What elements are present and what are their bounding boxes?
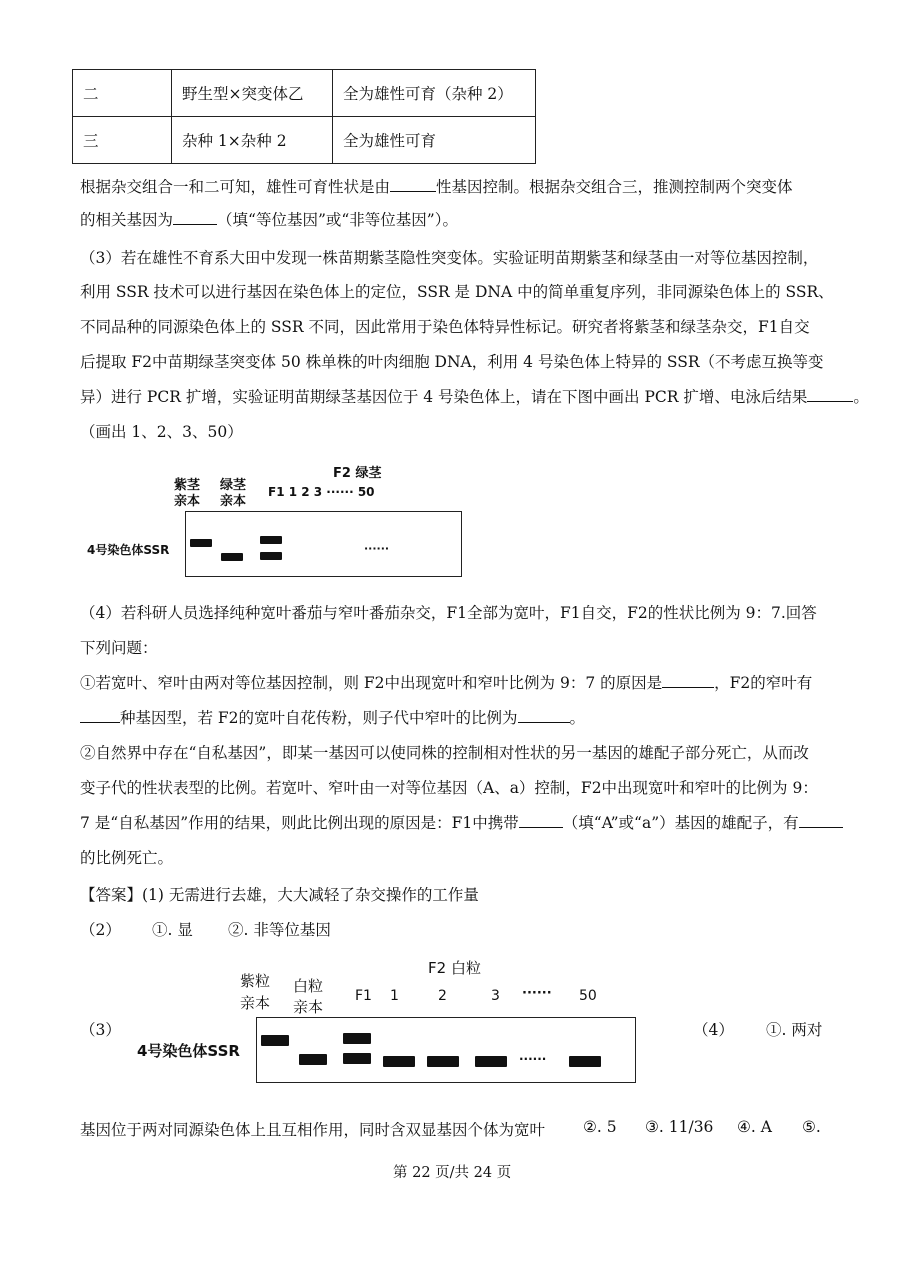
gel-band [427,1056,459,1067]
q4-line3 [80,671,812,693]
gel2-lane-parent1: 紫粒 [240,972,271,990]
q3-line4: 后提取 F2中苗期绿茎突变体 50 株单株的叶肉细胞 DNA，利用 4 号染色体上特异的 SSR（不考虑互换等变 [80,353,824,371]
answer-blank [80,708,120,723]
answer-line3-q4: （4） [693,1021,734,1039]
answer-blank [173,210,217,225]
gel2-lane-parent1b: 亲本 [240,994,271,1012]
gel-band [383,1056,415,1067]
q3-line5 [80,385,869,407]
gel2-lane-1: 1 [390,988,399,1004]
answer-blank [518,708,570,723]
answer-blank [807,387,853,402]
page-footer: 第 22 页/共 24 页 [393,1165,512,1181]
text: （填“A”或“a”）基因的雄配子，有 [562,814,799,832]
gel2-lane-f1: F1 [355,988,372,1004]
table-cell-result: 全为雄性可育（杂种 2） [333,70,536,117]
text: 。 [853,388,869,406]
gel2-frame [256,1017,636,1083]
q3-line6: （画出 1、2、3、50） [80,423,243,441]
text: 7 是“自私基因”作用的结果，则此比例出现的原因是：F1中携带 [80,814,519,832]
gel2-lane-2: 2 [438,988,447,1004]
answer-blank [662,673,714,688]
gel-band [260,536,282,544]
gel2-lane-dots: ······ [522,986,552,1001]
gel-band [343,1053,371,1064]
q4-line1: （4）若科研人员选择纯种宽叶番茄与窄叶番茄杂交，F1全部为宽叶，F1自交，F2的性状比例为 9：7.回答 [80,604,817,622]
gel1-frame [185,511,462,577]
table-cell-group: 二 [73,70,172,117]
text: 。 [569,709,586,727]
gel1-row-label: 4号染色体SSR [87,543,170,557]
gel2-lane-3: 3 [491,988,500,1004]
q2-line2 [80,208,458,230]
answer-line4: 基因位于两对同源染色体上且互相作用，同时含双显基因个体为宽叶 [80,1121,546,1139]
gel-band [261,1035,289,1046]
answer-line2-item1: ①. 显 [152,921,193,939]
answer-blank [390,177,436,192]
gel-band [299,1054,327,1065]
gel-band [569,1056,601,1067]
gel2-lane-parent2b: 亲本 [293,998,324,1016]
text: 种基因型，若 F2的宽叶自花传粉，则子代中窄叶的比例为 [120,709,518,727]
table-cell-cross: 野生型×突变体乙 [172,70,333,117]
gel1-lane-parent1: 紫茎 [174,478,201,493]
answer-blank [799,813,843,828]
cross-table [72,69,536,164]
answer-line3-item1: ①. 两对 [766,1021,823,1039]
gel2-lane-parent2: 白粒 [293,977,324,995]
gel2-dots: ······ [519,1052,547,1066]
text: ①若宽叶、窄叶由两对等位基因控制，则 F2中出现宽叶和窄叶比例为 9：7 的原因是 [80,674,663,692]
gel1-dots: ······ [364,542,390,555]
gel2-row-label: 4号染色体SSR [137,1042,240,1060]
gel1-lane-parent1b: 亲本 [174,494,201,509]
gel-band [343,1033,371,1044]
text: 异）进行 PCR 扩增，实验证明苗期绿茎基因位于 4 号染色体上，请在下图中画出 PCR 扩增、电泳后结果 [80,388,808,406]
q3-line2: 利用 SSR 技术可以进行基因在染色体上的定位，SSR 是 DNA 中的简单重复序列，非同源染色体上的 SSR、 [80,283,834,301]
q4-line2: 下列问题： [80,639,158,657]
q4-line6: 变子代的性状表型的比例。若宽叶、窄叶由一对等位基因（A、a）控制，F2中出现宽叶和窄叶的比例为 9： [80,779,818,797]
text: 的相关基因为 [80,211,174,229]
gel1-lane-labels: F1 1 2 3 ······ 50 [268,485,375,499]
answer-line3-label: （3） [80,1021,121,1039]
text: （填“等位基因”或“非等位基因”）。 [217,211,458,229]
q4-line8: 的比例死亡。 [80,849,174,867]
gel2-lane-50: 50 [579,988,597,1004]
q4-line7 [80,811,843,833]
q3-line3: 不同品种的同源染色体上的 SSR 不同，因此常用于染色体特异性标记。研究者将紫茎和绿茎杂交，F1自交 [80,318,810,336]
table-cell-cross: 杂种 1×杂种 2 [172,117,333,164]
answer-line2-label: （2） [80,921,121,939]
gel-band [475,1056,507,1067]
text: ，F2的窄叶有 [714,674,813,692]
q4-line4 [80,706,585,728]
table-cell-result: 全为雄性可育 [333,117,536,164]
answer-line4-item4: ④. A [737,1118,772,1136]
text: 性基因控制。根据杂交组合三，推测控制两个突变体 [436,178,793,196]
gel2-header: F2 白粒 [428,959,481,977]
q2-line1 [80,175,793,197]
gel1-header: F2 绿茎 [333,466,382,481]
answer-line4-item5: ⑤. [802,1118,821,1136]
gel1-lane-parent2: 绿茎 [220,478,247,493]
answer-line1: 【答案】(1) 无需进行去雄，大大减轻了杂交操作的工作量 [80,886,479,904]
gel-band [221,553,243,561]
gel-band [260,552,282,560]
gel1-lane-parent2b: 亲本 [220,494,247,509]
q3-line1: （3）若在雄性不育系大田中发现一株苗期紫茎隐性突变体。实验证明苗期紫茎和绿茎由一对等位基因控制， [80,249,819,267]
answer-line4-item3: ③. 11/36 [645,1118,714,1136]
table-row [73,117,536,164]
answer-line2-item2: ②. 非等位基因 [228,921,331,939]
q4-line5: ②自然界中存在“自私基因”，即某一基因可以使同株的控制相对性状的另一基因的雄配子部分死亡，从而改 [80,744,809,762]
text: 根据杂交组合一和二可知，雄性可育性状是由 [80,178,391,196]
answer-blank [519,813,563,828]
table-row [73,70,536,117]
answer-line4-item2: ②. 5 [583,1118,617,1136]
table-cell-group: 三 [73,117,172,164]
gel-band [190,539,212,547]
